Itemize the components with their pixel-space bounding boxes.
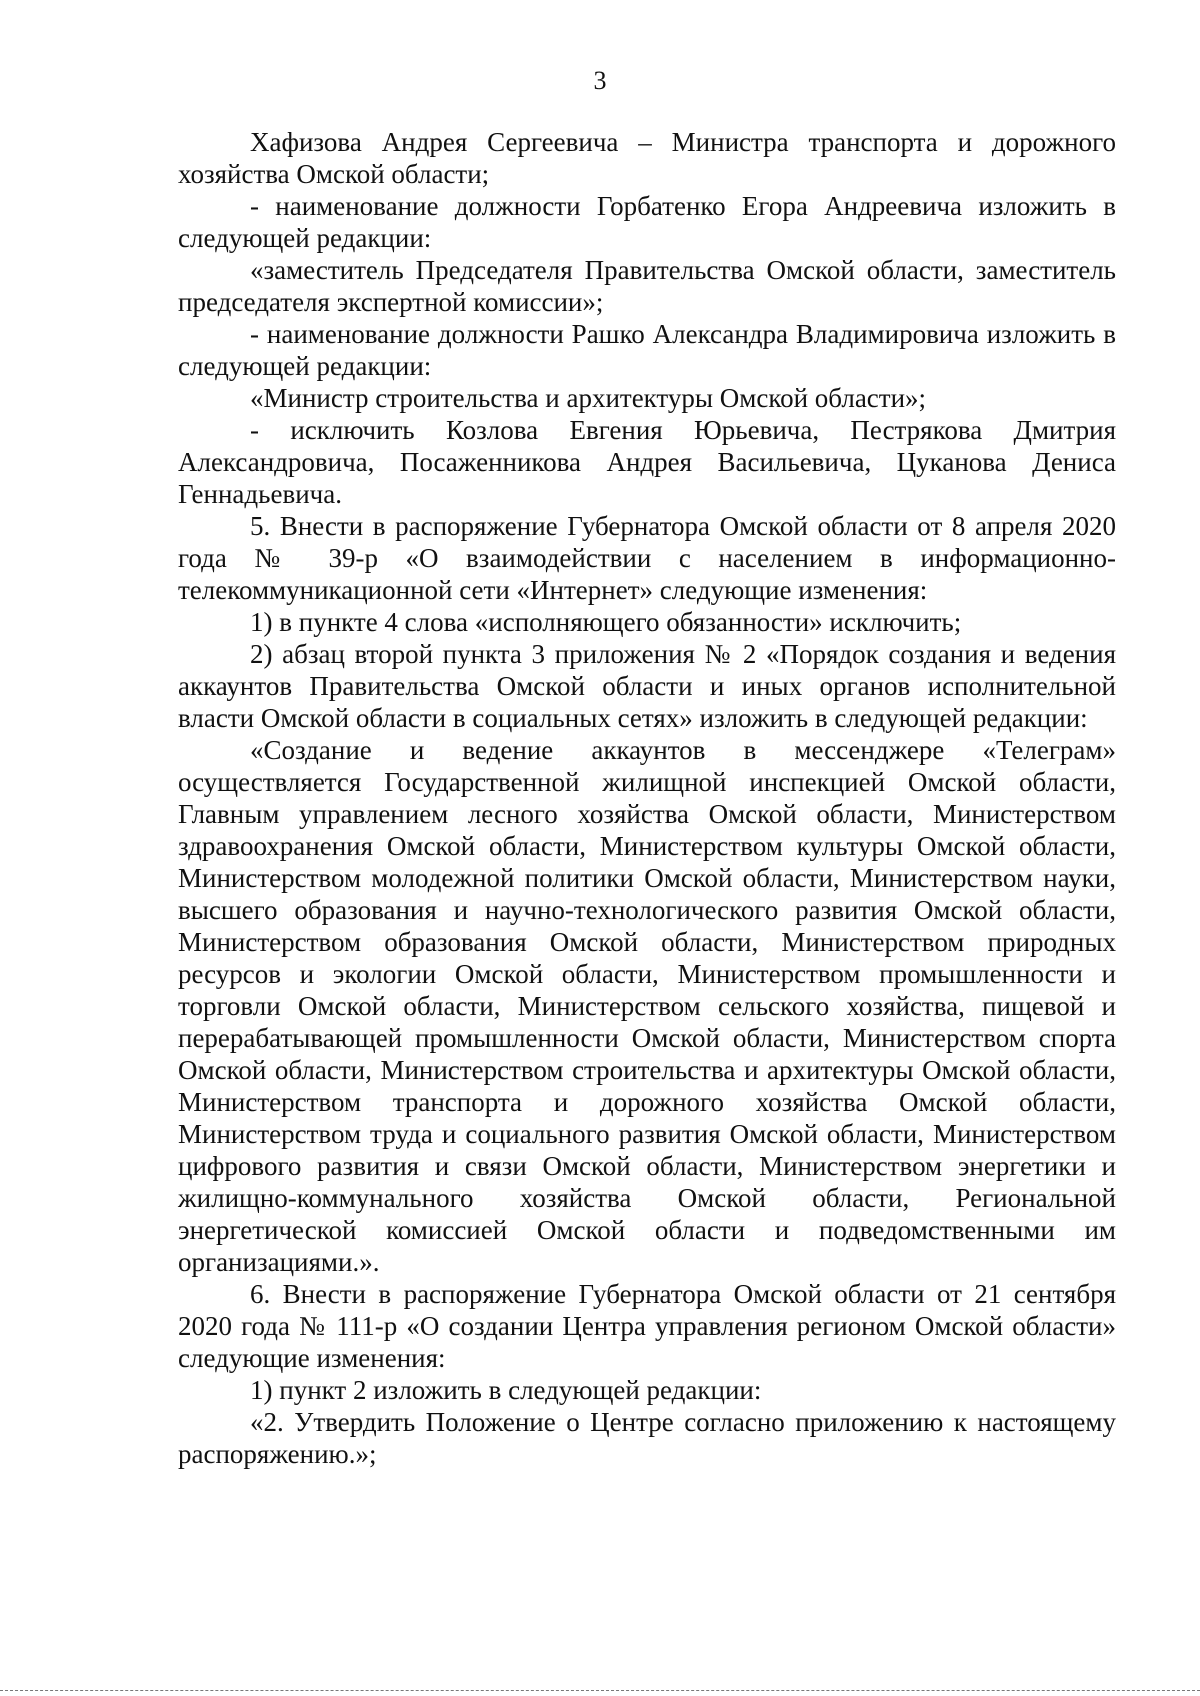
paragraph-quote: «2. Утвердить Положение о Центре согласно приложению к настоящему распоряжению.»; bbox=[178, 1407, 1116, 1469]
paragraph-continuation: Хафизова Андрея Сергеевича – Министра транспорта и дорожного хозяйства Омской области; bbox=[178, 127, 1116, 189]
paragraph-quote: «Создание и ведение аккаунтов в мессенджере «Телеграм» осуществляется Государственной жилищной инспекцией Омской области, Главным управлением лесного хозяйства Омской области, Министерством здравоохранения Омской области, Министерством культуры Омской области, Министерством молодежной политики Омской области, Министерством науки, высшего образования и научно-технологического развития Омской области, Министерством образования Омской области, Министерством природных ресурсов и экологии Омской области, Министерством промышленности и торговли Омской области, Министерством сельского хозяйства, пищевой и перерабатывающей промышленности Омской области, Министерством спорта Омской области, Министерством строительства и архитектуры Омской области, Министерством транспорта и дорожного хозяйства Омской области, Министерством труда и социального развития Омской области, Министерством цифрового развития и связи Омской области, Министерством энергетики и жилищно-коммунального хозяйства Омской области, Региональной энергетической комиссией Омской области и подведомственными им организациями.». bbox=[178, 735, 1116, 1277]
paragraph-quote: «заместитель Председателя Правительства Омской области, заместитель председателя экспертной комиссии»; bbox=[178, 255, 1116, 317]
scan-edge-line bbox=[0, 1690, 1200, 1691]
paragraph-subitem: 1) в пункте 4 слова «исполняющего обязанности» исключить; bbox=[250, 607, 962, 637]
page-number: 3 bbox=[593, 66, 607, 95]
paragraph-item: - наименование должности Горбатенко Егора Андреевича изложить в следующей редакции: bbox=[178, 191, 1116, 253]
paragraph-subitem: 2) абзац второй пункта 3 приложения № 2 «Порядок создания и ведения аккаунтов Правительства Омской области и иных органов исполнительной власти Омской области в социальных сетях» изложить в следующей редакции: bbox=[178, 639, 1116, 733]
paragraph-section-6: 6. Внести в распоряжение Губернатора Омской области от 21 сентября 2020 года № 111-р «О создании Центра управления регионом Омской области» следующие изменения: bbox=[178, 1279, 1116, 1373]
paragraph-item: - наименование должности Рашко Александра Владимировича изложить в следующей редакции: bbox=[178, 319, 1116, 381]
document-body bbox=[178, 126, 1116, 1470]
paragraph-quote: «Министр строительства и архитектуры Омской области»; bbox=[250, 383, 927, 413]
paragraph-section-5: 5. Внести в распоряжение Губернатора Омской области от 8 апреля 2020 года № 39-р «О взаимодействии с населением в информационно-телекоммуникационной сети «Интернет» следующие изменения: bbox=[178, 511, 1116, 605]
paragraph-item: - исключить Козлова Евгения Юрьевича, Пестрякова Дмитрия Александровича, Посаженникова Андрея Васильевича, Цуканова Дениса Геннадьевича. bbox=[178, 415, 1116, 509]
paragraph-subitem: 1) пункт 2 изложить в следующей редакции: bbox=[250, 1375, 762, 1405]
